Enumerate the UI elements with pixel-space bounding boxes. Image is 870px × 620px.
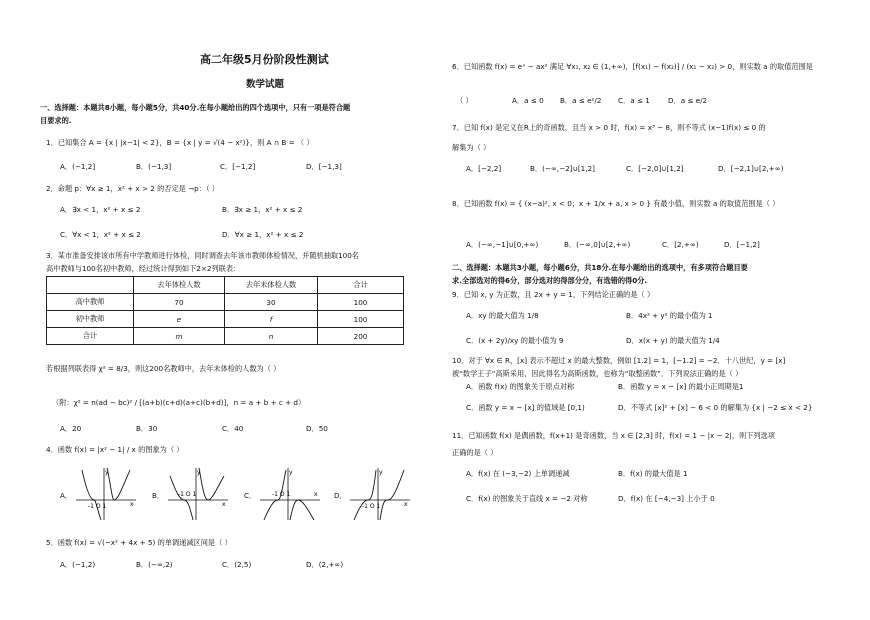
table-cell: 初中教师 <box>47 311 134 328</box>
q10-stem-line1: 10．对于 ∀x ∈ R，[x] 表示不超过 x 的最大整数，例如 [1.2] = 1，[−1.2] = −2．十八世纪，y = [x] <box>452 356 786 365</box>
table-cell: 70 <box>134 294 225 311</box>
q5-option-d[interactable]: D．(2,+∞) <box>306 560 344 569</box>
section2-line2: 求.全部选对的得6分，部分选对的得部分分，有选错的得0分. <box>452 276 648 285</box>
q10-stem-line2: 被“数学王子”高斯采用，因此得名为高斯函数，也称为“取整函数”．下列说法正确的是（ ） <box>452 369 743 378</box>
table-cell: 100 <box>318 294 404 311</box>
q5-option-c[interactable]: C．(2,5) <box>222 560 252 569</box>
q7-option-a[interactable]: A．[−2,2] <box>466 164 502 173</box>
q5-stem: 5．函数 f(x) = √(−x² + 4x + 5) 的单调递减区间是（ ） <box>46 538 232 547</box>
table-cell: m <box>134 328 225 345</box>
section1-line1: 一、选择题：本题共8小题，每小题5分，共40分.在每小题给出的四个选项中，只有一项是符合题 <box>40 103 351 112</box>
table-row <box>47 328 404 345</box>
table-row <box>47 294 404 311</box>
q1-option-c[interactable]: C．[−1,2] <box>220 162 256 171</box>
q3-stem-line3: 若根据列联表得 χ² = 8/3，则这200名教师中，去年未体检的人数为（ ） <box>46 364 281 373</box>
table-cell: n <box>225 328 318 345</box>
tick-labels: -1 O 1 <box>88 503 107 510</box>
q11-stem-line2: 正确的是（ ） <box>452 448 498 457</box>
table-header-cell <box>47 277 134 294</box>
table-cell: 高中教师 <box>47 294 134 311</box>
q6-paren: （ ） <box>456 96 473 105</box>
x-label: x <box>222 501 226 508</box>
y-label: y <box>105 469 109 476</box>
table-cell: 100 <box>318 311 404 328</box>
section2-line1: 二、选择题：本题共3小题，每小题6分，共18分.在每小题给出的选项中，有多项符合题目要 <box>452 263 748 272</box>
q2-option-a[interactable]: A．∃x < 1，x² + x ≤ 2 <box>60 205 141 214</box>
graph-d <box>348 466 412 522</box>
q10-option-b[interactable]: B．函数 y = x − [x] 的最小正周期是1 <box>618 382 744 391</box>
curve-right <box>107 468 130 500</box>
q9-option-b[interactable]: B．4x² + y² 的最小值为 1 <box>626 311 713 320</box>
q6-stem: 6．已知函数 f(x) = eˣ − ax² 满足 ∀x₁, x₂ ∈ (1,+∞)，[f(x₁) − f(x₂)] / (x₁ − x₂) > 0，则实数 a 的取值范围是 <box>452 62 813 71</box>
table-cell: 200 <box>318 328 404 345</box>
q10-option-d[interactable]: D．不等式 [x]² + [x] − 6 < 0 的解集为 {x | −2 ≤ x < 2} <box>618 403 813 412</box>
table-header-cell: 去年未体检人数 <box>225 277 318 294</box>
q6-option-d[interactable]: D．a ≤ e/2 <box>668 96 708 105</box>
q8-stem: 8．已知函数 f(x) = { (x−a)², x < 0；x + 1/x + a, x > 0 } 有最小值，则实数 a 的取值范围是（ ） <box>452 199 780 208</box>
table-cell: 合计 <box>47 328 134 345</box>
graph-b <box>166 466 230 522</box>
q8-option-c[interactable]: C．[2,+∞) <box>662 240 699 249</box>
q4-option-c[interactable]: C． <box>244 491 257 500</box>
q7-option-d[interactable]: D．[−2,1]∪[2,+∞) <box>718 164 784 173</box>
q11-option-d[interactable]: D．f(x) 在 [−4,−3] 上小于 0 <box>618 494 715 503</box>
q9-stem: 9．已知 x, y 为正数，且 2x + y = 1，下列结论正确的是（ ） <box>452 290 655 299</box>
q8-option-d[interactable]: D．[−1,2] <box>724 240 760 249</box>
q6-option-c[interactable]: C．a ≤ 1 <box>618 96 650 105</box>
q8-option-b[interactable]: B．(−∞,0]∪[2,+∞) <box>564 240 631 249</box>
x-label: x <box>130 501 134 508</box>
q11-stem-line1: 11．已知函数 f(x) 是偶函数，f(x+1) 是奇函数，当 x ∈ [2,3] 时，f(x) = 1 − |x − 2|，则下列选项 <box>452 431 775 440</box>
table-cell: 30 <box>225 294 318 311</box>
y-label: y <box>197 469 201 476</box>
q1-option-a[interactable]: A．(−1,2] <box>60 162 96 171</box>
q3-option-d[interactable]: D．50 <box>306 424 328 433</box>
q2-option-c[interactable]: C．∀x < 1，x² + x ≤ 2 <box>60 230 141 239</box>
q1-stem: 1．已知集合 A = {x | |x−1| < 2}，B = {x | y = √(4 − x²)}，则 A ∩ B = （ ） <box>46 138 314 147</box>
q3-formula: （附：χ² = n(ad − bc)² / [(a+b)(c+d)(a+c)(b+d)]，n = a + b + c + d） <box>52 398 306 407</box>
q10-option-a[interactable]: A．函数 f(x) 的图象关于原点对称 <box>466 382 575 391</box>
q4-option-d[interactable]: D． <box>334 491 347 500</box>
q7-stem-line2: 解集为（ ） <box>452 143 491 152</box>
q4-stem: 4．函数 f(x) = |x² − 1| / x 的图象为（ ） <box>46 445 184 454</box>
graph-a <box>74 466 138 522</box>
q9-option-a[interactable]: A．xy 的最大值为 1/8 <box>466 311 539 320</box>
x-label: x <box>404 501 408 508</box>
section1-line2: 目要求的. <box>40 116 72 125</box>
q1-option-b[interactable]: B．(−1,3] <box>136 162 172 171</box>
graph-c <box>258 466 322 522</box>
q2-option-d[interactable]: D．∀x ≥ 1，x² + x ≤ 2 <box>222 230 304 239</box>
curve-right <box>199 468 224 500</box>
q11-option-b[interactable]: B．f(x) 的最大值是 1 <box>618 469 688 478</box>
q3-option-c[interactable]: C．40 <box>222 424 244 433</box>
y-label: y <box>289 469 293 476</box>
q4-option-a[interactable]: A． <box>60 491 73 500</box>
table-row <box>47 311 404 328</box>
q3-option-a[interactable]: A．20 <box>60 424 82 433</box>
y-label: y <box>379 469 383 476</box>
q8-option-a[interactable]: A．(−∞,−1]∪[0,+∞) <box>466 240 539 249</box>
tick-labels: -1 O 1 <box>272 491 291 498</box>
table-header-cell: 去年体检人数 <box>134 277 225 294</box>
q1-option-d[interactable]: D．[−1,3] <box>306 162 342 171</box>
q9-option-d[interactable]: D．x(x + y) 的最大值为 1/4 <box>626 336 720 345</box>
q4-option-b[interactable]: B． <box>152 491 165 500</box>
curve-right <box>380 470 404 520</box>
curve-left <box>354 470 376 520</box>
x-label: x <box>314 491 318 498</box>
table-cell: f <box>225 311 318 328</box>
q7-option-b[interactable]: B．(−∞,−2]∪[1,2] <box>530 164 595 173</box>
q6-option-b[interactable]: B．a ≤ e²/2 <box>560 96 602 105</box>
curve-left <box>82 470 101 520</box>
q11-option-a[interactable]: A．f(x) 在 (−3,−2) 上单调递减 <box>466 469 570 478</box>
q2-stem: 2．命题 p：∀x ≥ 1，x² + x > 2 的否定是 ¬p：（ ） <box>46 184 219 193</box>
q9-option-c[interactable]: C．(x + 2y)/xy 的最小值为 9 <box>466 336 564 345</box>
tick-labels: -1 O 1 <box>362 503 381 510</box>
curve-left <box>170 476 193 520</box>
table-header-cell: 合计 <box>318 277 404 294</box>
curve-right <box>290 500 314 520</box>
q10-option-c[interactable]: C．函数 y = x − [x] 的值域是 [0,1) <box>466 403 585 412</box>
q11-option-c[interactable]: C．f(x) 的图象关于直线 x = −2 对称 <box>466 494 588 503</box>
page-title: 高二年级5月份阶段性测试 <box>200 53 329 66</box>
table-header-row <box>47 277 404 294</box>
q7-stem-line1: 7．已知 f(x) 是定义在R上的奇函数，且当 x > 0 时，f(x) = x³ − 8，则不等式 (x−1)f(x) ≤ 0 的 <box>452 123 766 132</box>
q5-option-a[interactable]: A．(−1,2) <box>60 560 96 569</box>
table-cell: e <box>134 311 225 328</box>
q3-option-b[interactable]: B．30 <box>136 424 158 433</box>
contingency-table <box>46 276 404 345</box>
page-subtitle: 数学试题 <box>246 79 285 90</box>
q6-option-a[interactable]: A．a ≤ 0 <box>512 96 544 105</box>
q3-stem-line1: 3．某市准备安排该市所有中学教师进行体检，同时调查去年该市教师体检情况，并随机抽取100名 <box>46 251 359 260</box>
q5-option-b[interactable]: B．(−∞,2) <box>136 560 173 569</box>
q2-option-b[interactable]: B．∃x ≥ 1，x² + x ≤ 2 <box>222 205 303 214</box>
q7-option-c[interactable]: C．[−2,0]∪[1,2] <box>626 164 684 173</box>
tick-labels: -1 O 1 <box>178 491 197 498</box>
q3-stem-line2: 高中教师与100名初中教师，经过统计得到如下2×2列联表： <box>46 264 241 273</box>
